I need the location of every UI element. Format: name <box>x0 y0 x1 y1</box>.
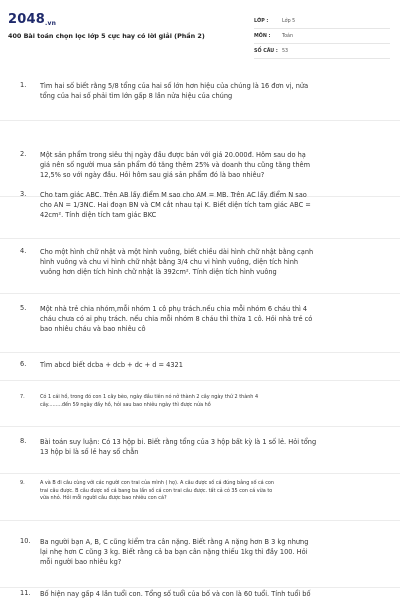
question-text: A và B đi câu cùng với các người con trai của mình ( họ). A câu được số cá đúng bằng số cá con trai câu được. B câu được số cá bang ba lần số cá con trai câu được. tất cả có 35 con cá vừa to vừa nhỏ. Hỏi mỗi người câu được bao nhiêu con cá? <box>40 480 275 502</box>
question-item <box>0 433 400 474</box>
question-number: 9. <box>20 480 25 486</box>
meta-table <box>254 14 390 59</box>
meta-key: LỚP : <box>254 18 269 24</box>
question-number: 6. <box>20 360 27 368</box>
logo-main: 2048 <box>8 12 45 27</box>
question-item <box>0 300 400 353</box>
document-title: 400 Bài toán chọn lọc lớp 5 cực hay có lời giải (Phần 2) <box>8 32 205 40</box>
meta-value: 53 <box>282 48 289 54</box>
question-item <box>0 533 400 588</box>
question-number: 1. <box>20 81 27 89</box>
meta-row-grade <box>254 14 390 29</box>
question-text: Tìm hai số biết rằng 5/8 tổng của hai số lớn hơn hiệu của chúng là 16 đơn vị, nửa tổng của hai số phải tìm lớn gấp 8 lần nửa hiệu của chúng <box>40 82 309 100</box>
question-item <box>0 587 400 607</box>
question-number: 10. <box>20 537 31 545</box>
question-number: 5. <box>20 304 27 312</box>
question-item <box>0 476 400 521</box>
question-text: Ba người bạn A, B, C cũng kiểm tra cân nặng. Biết rằng A nặng hơn B 3 kg nhưng lại nhẹ hơn C cũng 3 kg. Biết rằng cả ba bạn cân nặng thiếu 1kg thì đầy 100. Hỏi mỗi người bao nhiêu kg? <box>40 538 309 566</box>
question-text: Có 1 cái hồ, trong đó con 1 cây bèo, ngày đầu tiên nó nở thành 2 cây ngày thứ 2 thành 4 cây.........đến 59 ngày đầy hồ, hỏi sau bao nhiêu ngày thì được nửa hồ <box>40 394 259 408</box>
question-text: Một sản phẩm trong siêu thị ngày đầu được bán với giá 20.000đ. Hôm sau do hạ giá nên số người mua sản phẩm đó tăng thêm 25% và doanh thu cũng tăng thêm 12,5% so với ngày đầu. Hỏi hôm sau giá sản phẩm đó là bao nhiêu? <box>40 151 311 179</box>
logo-suffix: .vn <box>44 20 57 27</box>
meta-row-subject <box>254 29 390 44</box>
meta-row-count <box>254 44 390 59</box>
question-number: 7. <box>20 394 25 400</box>
meta-key: SỐ CÂU : <box>254 48 278 54</box>
question-text: Bố hiện nay gấp 4 lần tuổi con. Tổng số tuổi của bố và con là 60 tuổi. Tính tuổi bố <box>40 590 311 598</box>
question-text: Tìm abcd biết dcba + dcb + dc + d = 4321 <box>40 361 183 369</box>
question-text: Một nhà trẻ chia nhóm,mỗi nhóm 1 cô phụ trách.nếu chia mỗi nhóm 6 cháu thì 4 cháu chưa có ai phụ trách. nếu chia mỗi nhóm 8 cháu thì thừa 1 cô. Hỏi nhà trẻ có bao nhiêu cháu và bao nhiêu cô <box>40 305 313 333</box>
question-item <box>0 390 400 427</box>
question-text: Bài toán suy luận: Có 13 hộp bi. Biết rằng tổng của 3 hộp bất kỳ là 1 số lẻ. Hỏi tổng 13 hộp bi là số lẻ hay số chẵn <box>40 438 317 456</box>
question-item <box>0 186 400 239</box>
question-number: 2. <box>20 150 27 158</box>
question-item <box>0 243 400 294</box>
meta-key: MÔN : <box>254 33 271 39</box>
question-number: 3. <box>20 190 27 198</box>
question-number: 11. <box>20 589 31 597</box>
question-text: Cho tam giác ABC. Trên AB lấy điểm M sao cho AM = MB. Trên AC lấy điểm N sao cho AN = 1/3NC. Hai đoạn BN và CM cắt nhau tại K. Biết diện tích tam giác ABC = 42cm². Tính diện tích tam giác BKC <box>40 191 311 219</box>
question-text: Cho một hình chữ nhật và một hình vuông, biết chiều dài hình chữ nhật bằng cạnh hình vuông và chu vi hình chữ nhật bằng 3/4 chu vi hình vuông, diện tích hình vuông hơn diện tích hình chữ nhật là 392cm². Tính diện tích hình vuông <box>40 248 314 276</box>
question-item <box>0 356 400 381</box>
question-item <box>0 78 400 121</box>
question-number: 8. <box>20 437 27 445</box>
meta-value: Lớp 5 <box>282 18 296 24</box>
question-number: 4. <box>20 247 27 255</box>
site-logo[interactable] <box>8 12 56 27</box>
meta-value: Toán <box>282 33 294 39</box>
